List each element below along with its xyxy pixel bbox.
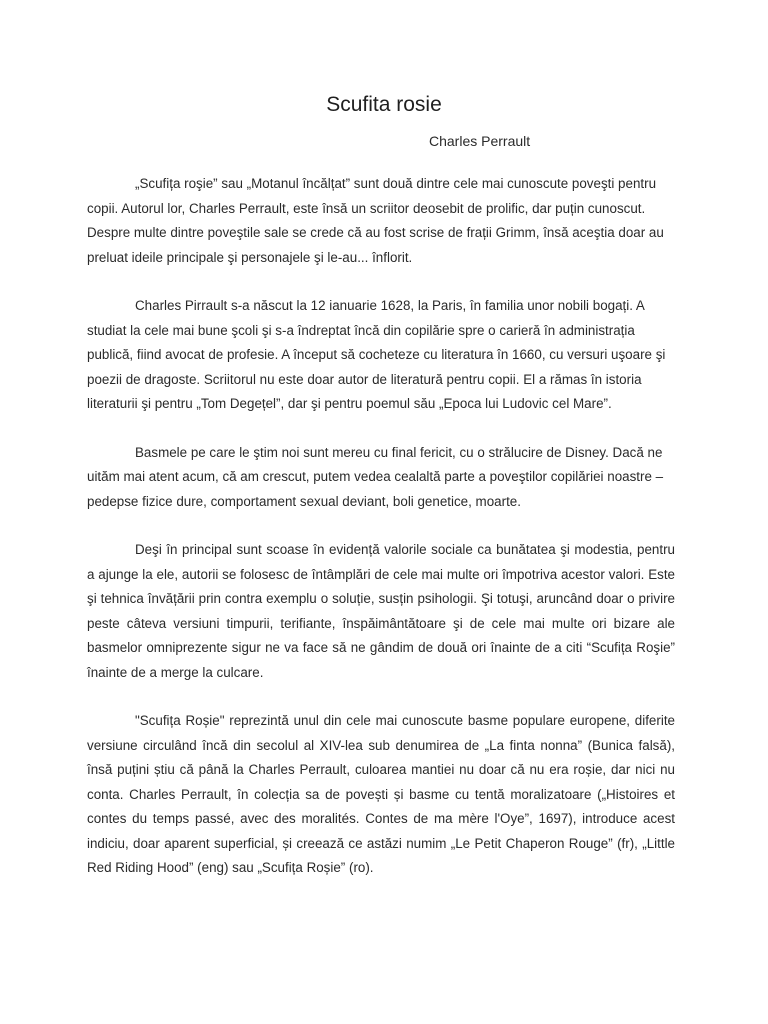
paragraph-2: Charles Pirrault s-a născut la 12 ianuarie 1628, la Paris, în familia unor nobili bogați. A studiat la cele mai bune şcoli şi s-a îndreptat încă din copilărie spre o carieră în administrația publică, fiind avocat de profesie. A început să cocheteze cu literatura în 1660, cu versuri uşoare şi poezii de dragoste. Scriitorul nu este doar autor de literatură pentru copii. El a rămas în istoria literaturii şi pentru „Tom Degețel”, dar şi pentru poemul său „Epoca lui Ludovic cel Mare”.: [87, 298, 666, 411]
document-author: Charles Perrault: [429, 133, 531, 149]
paragraph-5: "Scufița Roșie" reprezintă unul din cele mai cunoscute basme populare europene, diferite versiune circulând încă din secolul al XIV-lea sub denumirea de „La finta nonna” (Bunica falsă), însă puțini știu că până la Charles Perrault, culoarea mantiei nu doar că nu era roșie, dar nici nu conta. Charles Perrault, în colecția sa de povești și basme cu tentă moralizatoare („Histoires et contes du temps passé, avec des moralités. Contes de ma mère l'Oye”, 1697), introduce acest indiciu, doar aparent superficial, și creează ce astăzi numim „Le Petit Chaperon Rouge” (fr), „Little Red Riding Hood” (eng) sau „Scufița Roșie” (ro).: [87, 713, 675, 875]
paragraph-3: Basmele pe care le ştim noi sunt mereu cu final fericit, cu o strălucire de Disney. Dacă ne uităm mai atent acum, că am crescut, putem vedea cealaltă parte a poveştilor copilăriei noastre – pedepse fizice dure, comportament sexual deviant, boli genetice, moarte.: [87, 444, 664, 509]
document-title: Scufita rosie: [326, 93, 442, 116]
paragraph-4: Deşi în principal sunt scoase în evidență valorile sociale ca bunătatea şi modestia, pentru a ajunge la ele, autorii se folosesc de întâmplări de cele mai multe ori împotriva acestor valori. Este şi tehnica învățării prin contra exemplu o soluție, susțin psihologii. Şi totuşi, aruncând doar o privire peste câteva versiuni timpurii, terifiante, înspăimântătoare şi de cele mai multe ori bizare ale basmelor omniprezente sigur ne va face să ne gândim de două ori înainte de a citi “Scufița Roşie” înainte de a merge la culcare.: [87, 542, 675, 680]
document-body: [87, 172, 675, 905]
paragraph-1: „Scufița roşie” sau „Motanul încălțat” sunt două dintre cele mai cunoscute poveşti pentru copii. Autorul lor, Charles Perrault, este însă un scriitor deosebit de prolific, dar puțin cunoscut. Despre multe dintre poveştile sale se crede că au fost scrise de frații Grimm, însă aceştia doar au preluat ideile principale şi personajele şi le-au... înflorit.: [87, 176, 664, 265]
